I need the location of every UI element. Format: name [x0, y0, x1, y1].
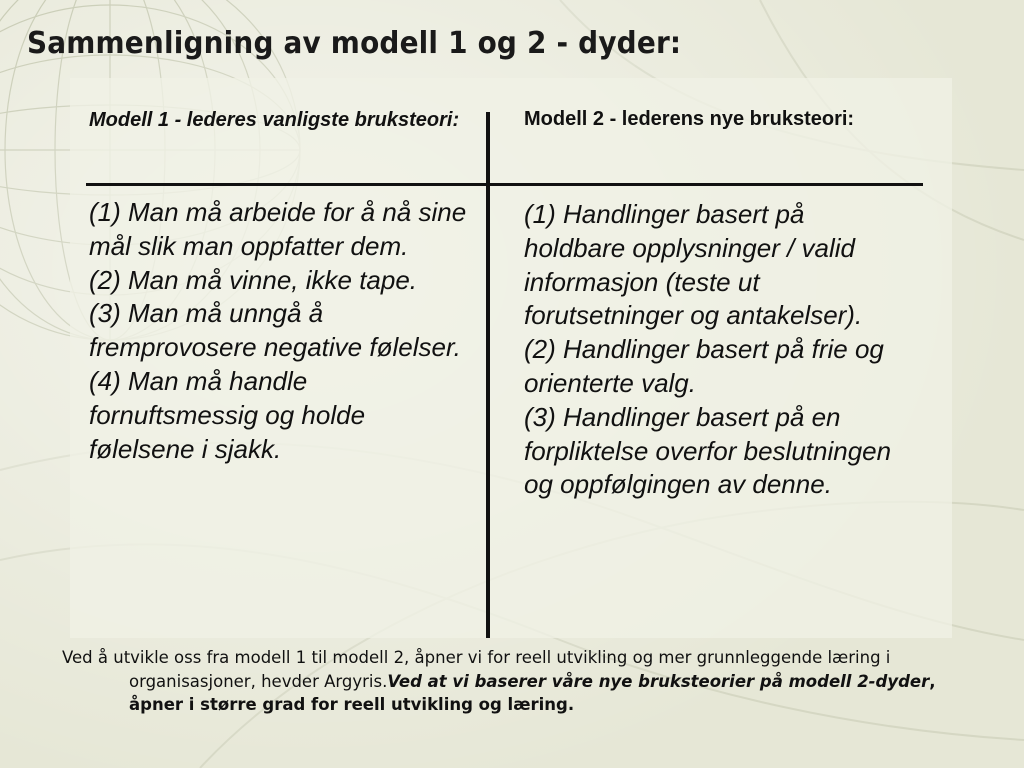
footer-note [62, 646, 982, 717]
list-item: (3) Handlinger basert på en forpliktelse overfor beslutningen og oppfølgingen av denne. [524, 401, 892, 500]
list-item: (3) Man må unngå å fremprovosere negative følelser. [89, 298, 461, 363]
footer-text: Ved å utvikle oss fra modell 1 til modell 2, åpner vi for reell utvikling og mer grunnleggende læring i organisasjoner, hevder Argyris. [62, 648, 891, 691]
list-item: (1) Man må arbeide for å nå sine mål slik man oppfatter dem. [89, 197, 467, 261]
model-2-list [524, 198, 904, 502]
slide-title: Sammenligning av modell 1 og 2 - dyder: [27, 26, 682, 61]
footer-text-end: , åpner i større grad for reell utvikling og læring. [129, 671, 936, 714]
model-1-list [89, 196, 469, 466]
footer-emphasis: Ved at vi baserer våre nye bruksteorier på modell 2-dyder [387, 671, 930, 691]
model-1-heading: Modell 1 - lederes vanligste bruksteori: [89, 109, 460, 131]
list-item: (2) Handlinger basert på frie og orienterte valg. [524, 334, 884, 398]
model-2-heading: Modell 2 - lederens nye bruksteori: [524, 108, 855, 130]
list-item: (1) Handlinger basert på holdbare opplysninger / valid informasjon (teste ut forutsetninger og antakelser). [524, 199, 863, 331]
table-horizontal-divider [86, 183, 923, 186]
list-item: (2) Man må vinne, ikke tape. [89, 264, 418, 295]
table-vertical-divider [486, 112, 490, 638]
list-item: (4) Man må handle fornuftsmessig og holde følelsene i sjakk. [89, 365, 366, 464]
